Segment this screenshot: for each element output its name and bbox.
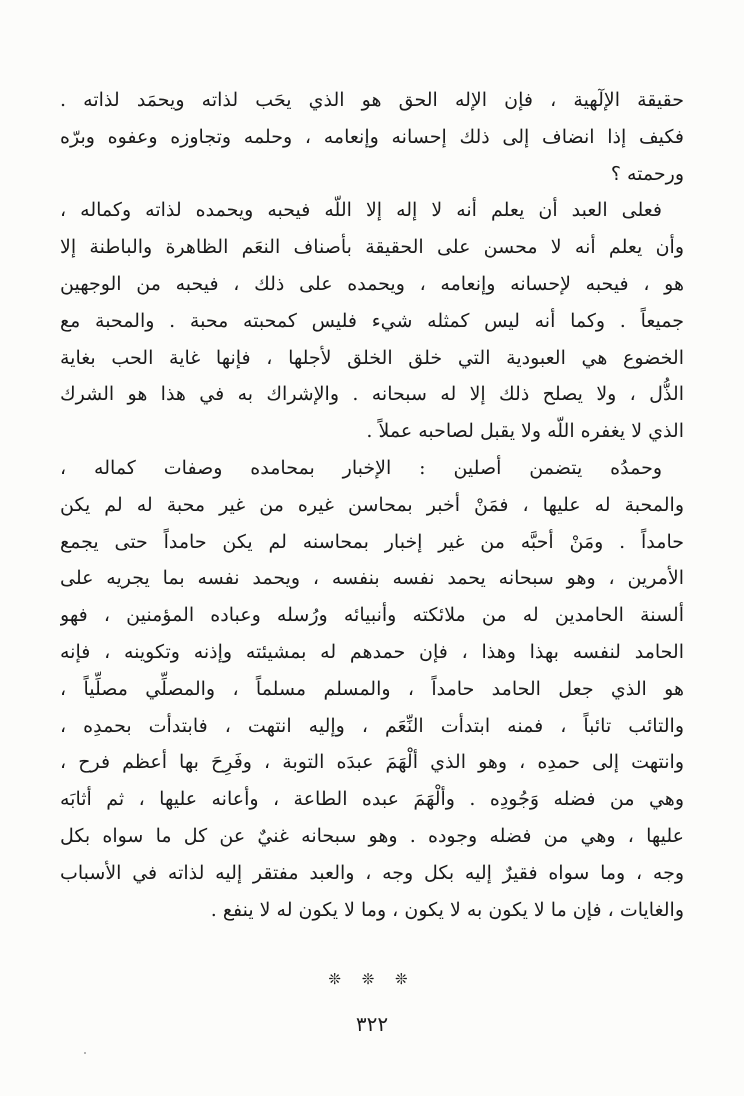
text-line: وحمدُه يتضمن أصلين : الإخبار بمحامده وصفات كماله ، — [60, 456, 662, 479]
text-line: وهي من فضله وَجُودِه . وألْهَمَ عبده الطاعة ، وأعانه عليها ، ثم أثابَه — [60, 788, 684, 811]
text-line: والغايات ، فإن ما لا يكون به لا يكون ، وما لا يكون له لا ينفع . — [210, 898, 684, 921]
text-line: حقيقة الإلٓهية ، فإن الإله الحق هو الذي يحَب لذاته ويحمَد لذاته . — [60, 89, 684, 111]
text-line: والمحبة له عليها ، فمَنْ أخبر بمحاسن غيره من غير محبة له لم يكن — [60, 493, 684, 516]
page-number: ٣٢٢ — [355, 1012, 389, 1036]
text-line: الحامد لنفسه بهذا وهذا ، فإن حمدهم له بمشيئته وإذنه وتكوينه ، فإنه — [60, 640, 684, 663]
text-line: هو ، فيحبه لإحسانه وإنعامه ، ويحمده على ذلك ، فيحبه من الوجهين — [60, 272, 684, 295]
text-line: الخضوع هي العبودية التي خلق الخلق لأجلها ، فإنها غاية الحب بغاية — [60, 346, 684, 369]
text-line: ورحمته ؟ — [610, 162, 684, 185]
text-line: عليها ، وهي من فضله وجوده . وهو سبحانه غنيٌ عن كل ما سواه بكل — [60, 824, 684, 847]
text-line: وأن يعلم أنه لا محسن على الحقيقة بأصناف النعَم الظاهرة والباطنة إلا — [60, 236, 684, 259]
body-text — [60, 82, 684, 928]
section-divider-ornament: ❊ ❊ ❊ — [328, 970, 416, 988]
text-line: الذي لا يغفره اللّه ولا يقبل لصاحبه عملاً . — [366, 420, 684, 443]
text-line: الذُّل ، ولا يصلح ذلك إلا له سبحانه . والإشراك به في هذا هو الشرك — [60, 383, 684, 406]
text-line: حامداً . ومَنْ أحبَّه من غير إخبار بمحاسنه لم يكن حامداً حتى يجمع — [60, 530, 684, 553]
text-line: ألسنة الحامدين له من ملائكته وأنبيائه ورُسله وعباده المؤمنين ، فهو — [60, 604, 684, 627]
text-line: فكيف إذا انضاف إلى ذلك إحسانه وإنعامه ، وحلمه وتجاوزه وعفوه وبرّه — [60, 125, 684, 148]
text-line: هو الذي جعل الحامد حامداً ، والمسلم مسلماً ، والمصلِّي مصلِّياً ، — [60, 677, 684, 700]
text-line: وانتهت إلى حمدِه ، وهو الذي ألْهَمَ عبدَه التوبة ، وفَرِحَ بها أعظم فرح ، — [60, 751, 684, 774]
text-line: والتائب تائباً ، فمنه ابتدأت النِّعَم ، وإليه انتهت ، فابتدأت بحمدِه ، — [60, 714, 684, 737]
scan-speck — [84, 1052, 86, 1054]
text-line: فعلى العبد أن يعلم أنه لا إله إلا اللّه فيحبه ويحمده لذاته وكماله ، — [60, 199, 662, 222]
text-line: وجه ، وما سواه فقيرٌ إليه بكل وجه ، والعبد مفتقر إليه لذاته في الأسباب — [60, 861, 684, 884]
text-line: جميعاً . وكما أنه ليس كمثله شيء فليس كمحبته محبة . والمحبة مع — [60, 309, 684, 332]
text-line: الأمرين ، وهو سبحانه يحمد نفسه بنفسه ، ويحمد نفسه بما يجريه على — [60, 567, 684, 590]
